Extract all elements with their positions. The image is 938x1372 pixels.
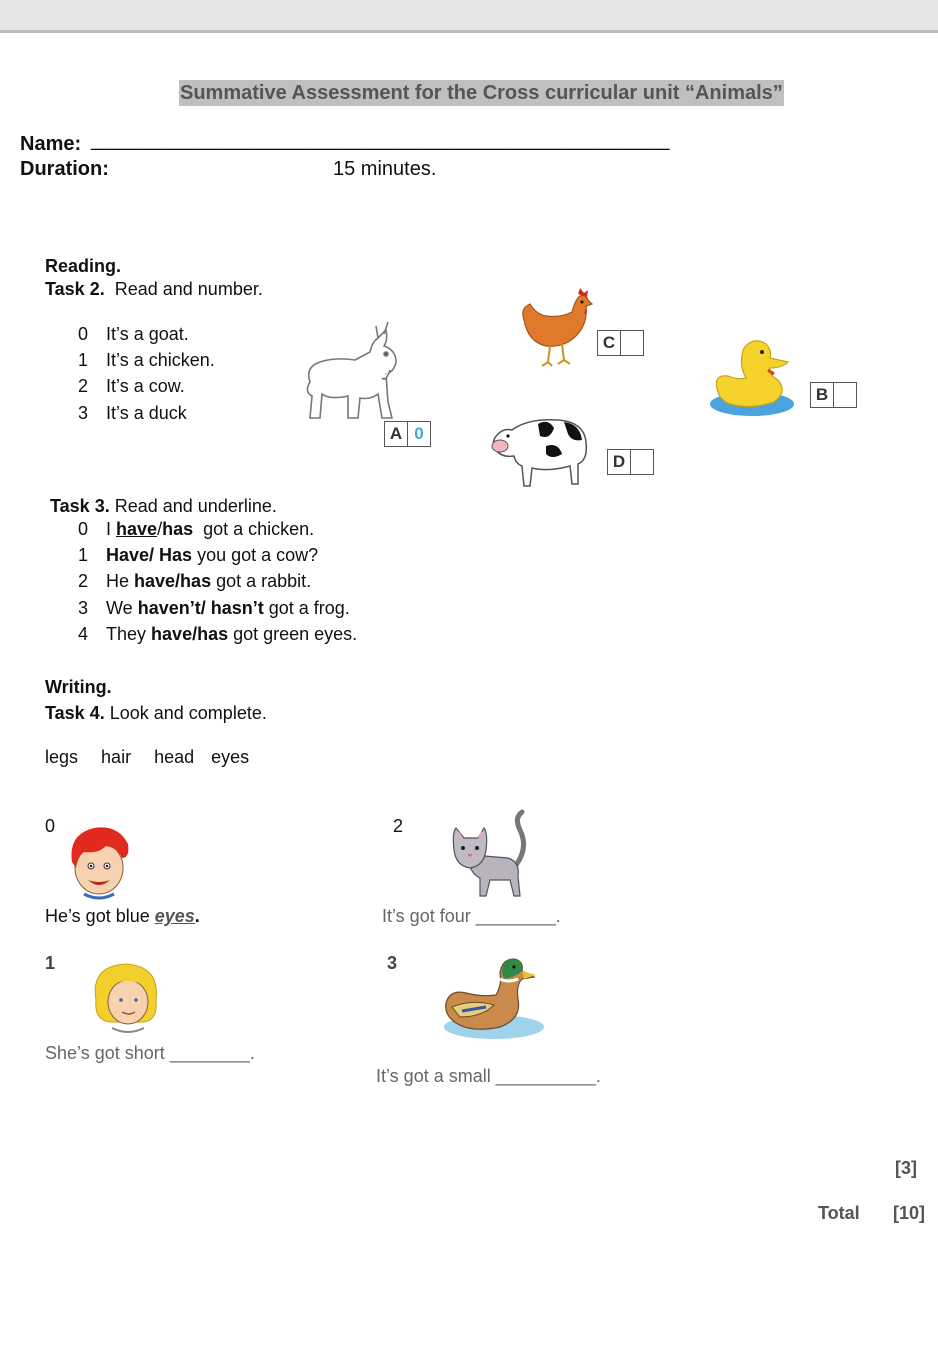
duration-value: 15 minutes. bbox=[333, 158, 437, 180]
task4-label: Task 4. bbox=[45, 703, 105, 723]
task4-header bbox=[45, 703, 267, 724]
cow-icon bbox=[488, 412, 592, 490]
top-bar bbox=[0, 0, 938, 33]
box-answer[interactable] bbox=[833, 383, 856, 407]
box-letter: A bbox=[389, 424, 403, 443]
task2-instruction: Read and number. bbox=[114, 279, 263, 299]
item-number: 3 bbox=[387, 953, 398, 973]
box-letter: D bbox=[612, 452, 626, 471]
name-line[interactable]: ____________________________________________________ bbox=[91, 129, 670, 151]
task3-item: 1 Have/ Has you got a cow? bbox=[78, 545, 319, 565]
word: head bbox=[154, 747, 195, 767]
word: legs bbox=[45, 747, 79, 767]
underlined-choice[interactable]: have bbox=[116, 519, 158, 539]
answer-box-c[interactable] bbox=[597, 330, 644, 356]
writing-heading: Writing. bbox=[45, 677, 112, 697]
box-letter: C bbox=[602, 333, 616, 352]
task4-item-2-sentence[interactable]: It’s got four ________. bbox=[382, 906, 561, 926]
task3-item: 4 They have/has got green eyes. bbox=[78, 624, 358, 644]
task2-item: 3 It’s a duck bbox=[78, 403, 187, 423]
cat-icon bbox=[450, 810, 532, 900]
item-number: 0 bbox=[45, 816, 56, 836]
red-haired-boy-icon bbox=[66, 824, 132, 902]
task2-item: 1 It’s a chicken. bbox=[78, 350, 215, 370]
choice[interactable]: has bbox=[162, 519, 194, 539]
task2-item: 2 It’s a cow. bbox=[78, 376, 185, 396]
box-answer[interactable] bbox=[630, 450, 653, 474]
choice[interactable]: have/has bbox=[134, 571, 212, 591]
answer-box-a[interactable] bbox=[384, 421, 431, 447]
box-answer[interactable]: 0 bbox=[407, 422, 430, 446]
choice[interactable]: haven’t/ hasn’t bbox=[137, 598, 264, 618]
word: hair bbox=[101, 747, 132, 767]
total-label: Total bbox=[818, 1203, 860, 1223]
task3-label: Task 3. bbox=[50, 496, 110, 516]
task4-instruction: Look and complete. bbox=[109, 703, 267, 723]
page-title: Summative Assessment for the Cross curricular unit “Animals” bbox=[180, 82, 783, 104]
answer-word[interactable]: eyes bbox=[154, 906, 195, 926]
item-number: 2 bbox=[393, 816, 404, 836]
total-score: [10] bbox=[893, 1203, 926, 1223]
task2-item: 0 It’s a goat. bbox=[78, 324, 189, 344]
choice[interactable]: Have/ Has bbox=[106, 545, 193, 565]
blonde-girl-icon bbox=[90, 960, 162, 1036]
chicken-icon bbox=[516, 290, 592, 370]
duration-label: Duration: bbox=[20, 158, 109, 180]
duck-icon bbox=[708, 334, 800, 418]
task2-header bbox=[45, 279, 263, 300]
task-score: [3] bbox=[895, 1158, 917, 1178]
item-number: 1 bbox=[45, 953, 56, 973]
task3-header bbox=[50, 496, 277, 517]
word: eyes bbox=[211, 747, 250, 767]
mallard-duck-icon bbox=[442, 955, 544, 1043]
name-label: Name: bbox=[20, 133, 82, 155]
task3-instruction: Read and underline. bbox=[114, 496, 277, 516]
reading-heading: Reading. bbox=[45, 256, 122, 276]
word-bank bbox=[45, 747, 249, 768]
answer-box-d[interactable] bbox=[607, 449, 654, 475]
box-answer[interactable] bbox=[620, 331, 643, 355]
task4-item-0-sentence: He’s got blue eyes. bbox=[45, 906, 200, 926]
task4-item-1-sentence[interactable]: She’s got short ________. bbox=[45, 1043, 255, 1063]
task4-item-3-sentence[interactable]: It’s got a small __________. bbox=[376, 1066, 601, 1086]
task3-item: 3 We haven’t/ hasn’t got a frog. bbox=[78, 598, 350, 618]
box-letter: B bbox=[815, 385, 829, 404]
task2-label: Task 2. bbox=[45, 279, 105, 299]
task3-item: 2 He have/has got a rabbit. bbox=[78, 571, 312, 591]
answer-box-b[interactable] bbox=[810, 382, 857, 408]
goat-icon bbox=[300, 322, 400, 424]
choice[interactable]: have/has bbox=[151, 624, 229, 644]
task3-item: 0 I have/has got a chicken. bbox=[78, 519, 315, 539]
